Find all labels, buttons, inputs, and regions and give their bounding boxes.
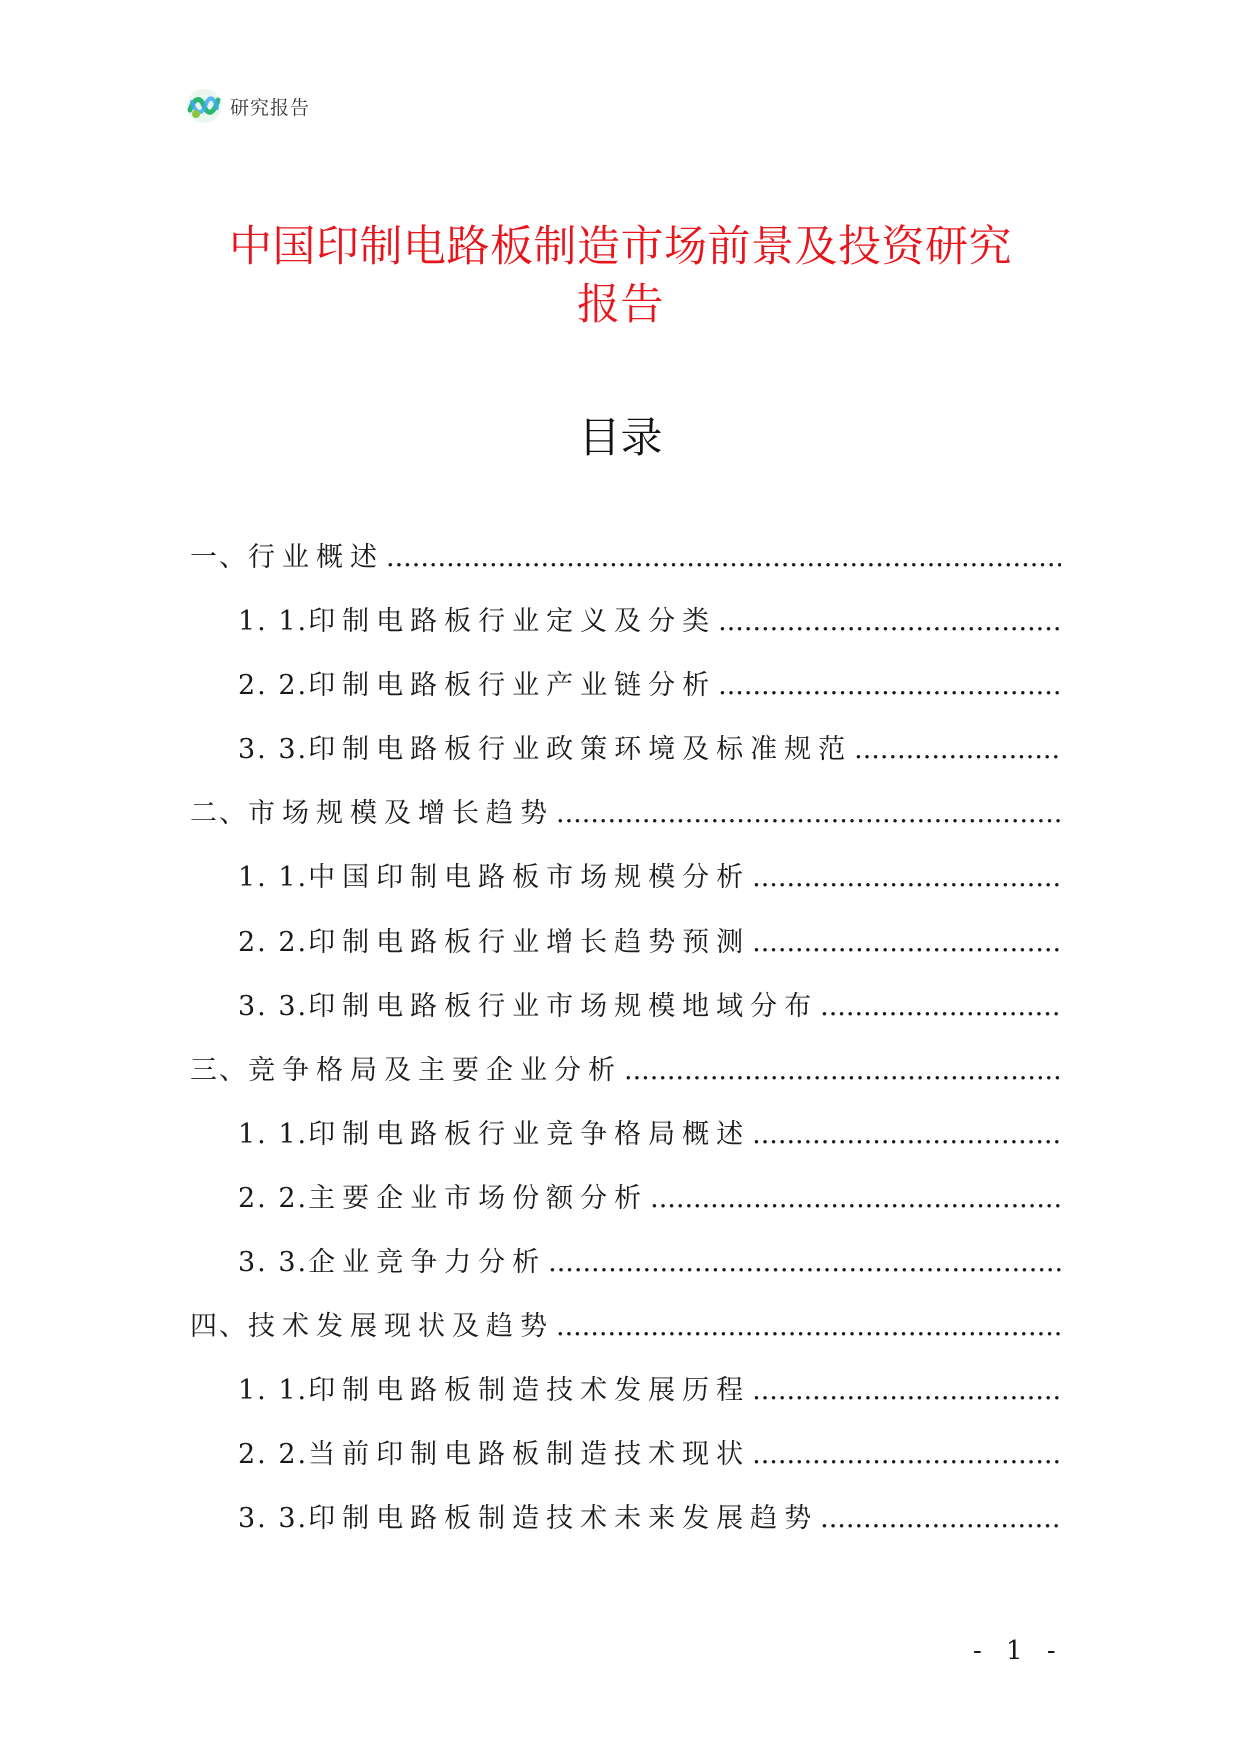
toc-entry-number: 2. 2. [238,1439,309,1471]
toc-entry-number: 3. 3. [238,1503,309,1535]
toc-entry[interactable] [190,733,1061,797]
toc-entry[interactable] [190,605,1061,669]
toc-entry-number: 三、 [190,1054,248,1086]
toc-entry-text: 印制电路板制造技术发展历程 [308,1375,751,1407]
toc-entry-text: 中国印制电路板市场规模分析 [308,862,751,894]
toc-entry-text: 技术发展现状及趋势 [248,1311,554,1343]
toc-entry-number: 二、 [190,798,248,830]
toc-leader-dots [752,1438,1061,1472]
toc-entry[interactable] [190,669,1061,733]
toc-leader-dots [718,605,1061,639]
toc-entry[interactable] [190,1374,1061,1438]
toc-leader-dots [752,926,1061,960]
toc-entry-text: 印制电路板行业定义及分类 [308,606,717,638]
page-number: - 1 - [973,1636,1064,1666]
toc-entry-number: 1. 1. [238,1118,309,1150]
toc-leader-dots [820,990,1061,1024]
toc-entry[interactable] [190,1438,1061,1502]
toc-entry-text: 当前印制电路板制造技术现状 [308,1439,751,1471]
toc-leader-dots [386,541,1061,575]
toc-entry-text: 竞争格局及主要企业分析 [248,1054,622,1086]
toc-entry[interactable] [190,1310,1061,1374]
toc-entry-number: 1. 1. [238,606,309,638]
report-title-line-1: 中国印制电路板制造市场前景及投资研究 [229,222,1012,272]
toc-entry-number: 3. 3. [238,990,309,1022]
toc-leader-dots [752,1118,1061,1152]
toc-entry-text: 主要企业市场份额分析 [308,1182,649,1214]
toc-leader-dots [752,861,1061,895]
toc-leader-dots [650,1182,1061,1216]
toc-entry[interactable] [190,990,1061,1054]
toc-entry-number: 2. 2. [238,1182,309,1214]
toc-entry-number: 1. 1. [238,1375,309,1407]
logo-icon [186,88,222,124]
toc-entry[interactable] [190,1118,1061,1182]
toc-leader-dots [556,797,1061,831]
toc-entry-number: 2. 2. [238,670,309,702]
toc-entry-text: 印制电路板行业市场规模地域分布 [308,990,819,1022]
toc-leader-dots [854,733,1061,767]
toc-entry[interactable] [190,797,1061,861]
toc-entry-text: 印制电路板制造技术未来发展趋势 [308,1503,819,1535]
toc-entry-text: 印制电路板行业竞争格局概述 [308,1118,751,1150]
toc-entry-number: 四、 [190,1311,248,1343]
report-title-line-2: 报告 [577,280,664,330]
toc-entry-text: 印制电路板行业政策环境及标准规范 [308,734,853,766]
toc-entry-text: 行业概述 [248,542,384,573]
toc-leader-dots [820,1502,1061,1536]
toc-entry-number: 2. 2. [238,926,309,958]
page-header [186,86,310,126]
toc-entry[interactable] [190,926,1061,990]
toc-leader-dots [548,1246,1061,1280]
toc-entry-text: 市场规模及增长趋势 [248,798,554,830]
toc-leader-dots [556,1310,1061,1344]
toc-entry-text: 印制电路板行业产业链分析 [308,670,717,702]
toc-entry-number: 3. 3. [238,734,309,766]
toc-leader-dots [752,1374,1061,1408]
header-label: 研究报告 [230,96,311,119]
report-title [150,218,1091,334]
toc-entry[interactable] [190,1182,1061,1246]
toc-leader-dots [718,669,1061,703]
toc-entry-number: 3. 3. [238,1247,309,1279]
toc-entry[interactable] [190,1502,1061,1566]
toc-heading: 目录 [578,413,663,462]
table-of-contents [190,541,1061,1567]
toc-entry[interactable] [190,1246,1061,1310]
toc-entry-text: 印制电路板行业增长趋势预测 [308,926,751,958]
toc-entry-text: 企业竞争力分析 [308,1247,547,1279]
toc-entry[interactable] [190,541,1061,605]
toc-entry-number: 一、 [190,542,248,573]
toc-leader-dots [624,1054,1061,1088]
toc-entry-number: 1. 1. [238,862,309,894]
toc-entry[interactable] [190,1054,1061,1118]
toc-entry[interactable] [190,861,1061,925]
